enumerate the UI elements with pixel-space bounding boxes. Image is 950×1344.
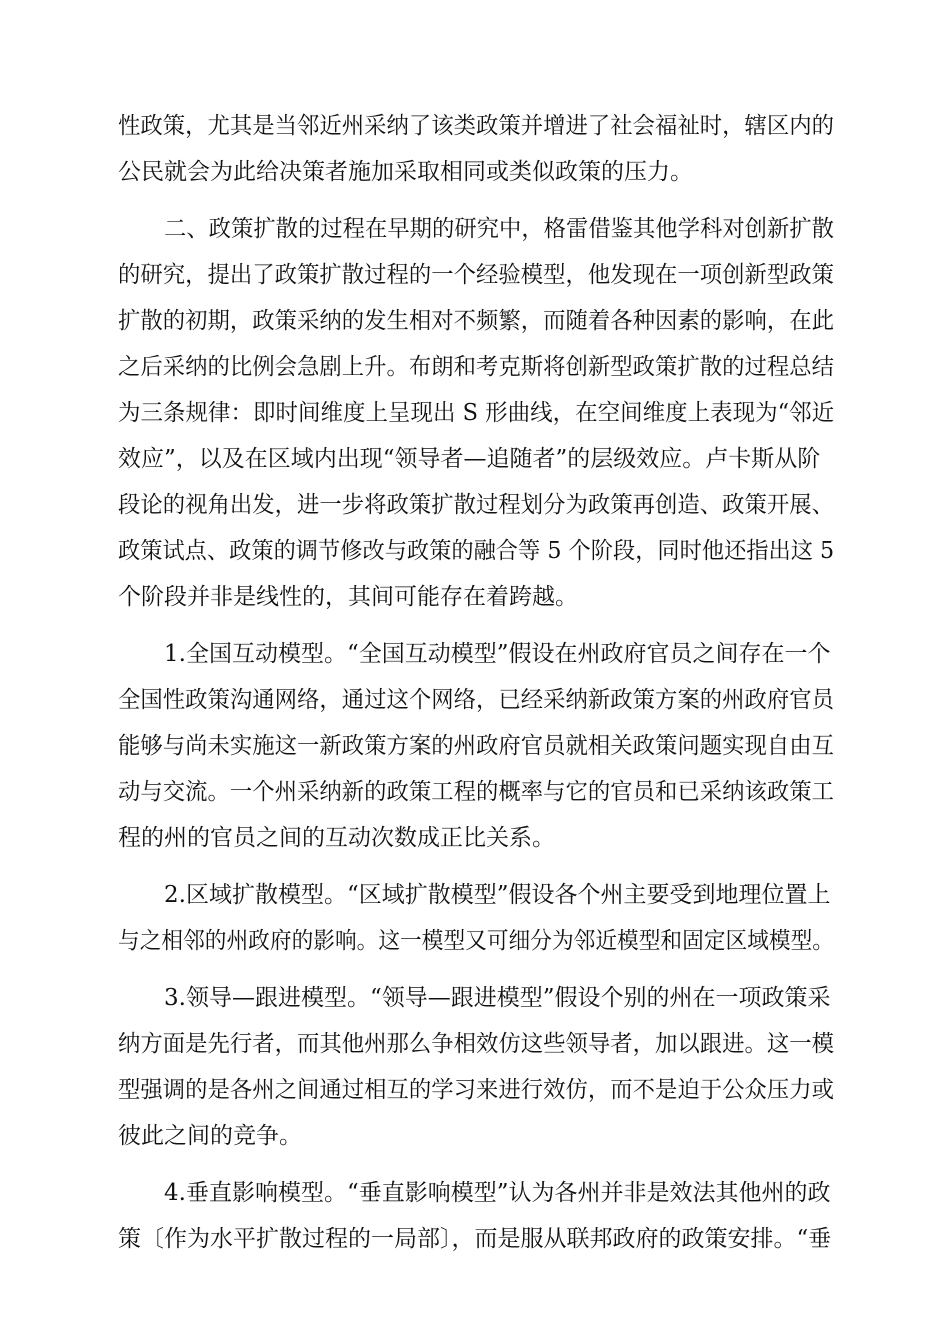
text-line: 策〔作为水平扩散过程的一局部〕，而是服从联邦政府的政策安排。“垂 [118,1226,832,1252]
text-line: 彼此之间的竞争。 [118,1123,302,1149]
list-item-1-line: 1.全国互动模型。“全国互动模型”假设在州政府官员之间存在一个 [164,641,831,667]
text-line: 性政策，尤其是当邻近州采纳了该类政策并增进了社会福祉时，辖区内的 [118,113,834,139]
text-line: 与之相邻的州政府的影响。这一模型又可细分为邻近模型和固定区域模型。 [118,928,834,954]
text-line: 全国性政策沟通网络，通过这个网络，已经采纳新政策方案的州政府官员 [118,687,834,713]
text-line: 公民就会为此给决策者施加采取相同或类似政策的压力。 [118,159,693,185]
paragraph-heading-line: 二、政策扩散的过程在早期的研究中，格雷借鉴其他学科对创新扩散 [164,216,834,242]
text-line: 动与交流。一个州采纳新的政策工程的概率与它的官员和已采纳该政策工 [118,779,834,805]
text-line: 效应”，以及在区域内出现“领导者—追随者”的层级效应。卢卡斯从阶 [118,446,821,472]
text-line: 的研究，提出了政策扩散过程的一个经验模型，他发现在一项创新型政策 [118,262,834,288]
text-line: 段论的视角出发，进一步将政策扩散过程划分为政策再创造、政策开展、 [118,492,834,518]
text-line: 型强调的是各州之间通过相互的学习来进行效仿，而不是迫于公众压力或 [118,1077,834,1103]
text-line: 纳方面是先行者，而其他州那么争相效仿这些领导者，加以跟进。这一模 [118,1031,834,1057]
text-line: 之后采纳的比例会急剧上升。布朗和考克斯将创新型政策扩散的过程总结 [118,354,834,380]
text-line: 个阶段并非是线性的，其间可能存在着跨越。 [118,584,578,610]
text-line: 扩散的初期，政策采纳的发生相对不频繁，而随着各种因素的影响，在此 [118,308,834,334]
list-item-2-line: 2.区域扩散模型。“区域扩散模型”假设各个州主要受到地理位置上 [164,882,831,908]
text-line: 能够与尚未实施这一新政策方案的州政府官员就相关政策问题实现自由互 [118,733,834,759]
text-line: 为三条规律：即时间维度上呈现出 S 形曲线，在空间维度上表现为“邻近 [118,400,835,426]
list-item-3-line: 3.领导—跟进模型。“领导—跟进模型”假设个别的州在一项政策采 [164,985,831,1011]
text-line: 程的州的官员之间的互动次数成正比关系。 [118,825,555,851]
text-line: 政策试点、政策的调节修改与政策的融合等 5 个阶段，同时他还指出这 5 [118,538,835,564]
list-item-4-line: 4.垂直影响模型。“垂直影响模型”认为各州并非是效法其他州的政 [164,1180,831,1206]
